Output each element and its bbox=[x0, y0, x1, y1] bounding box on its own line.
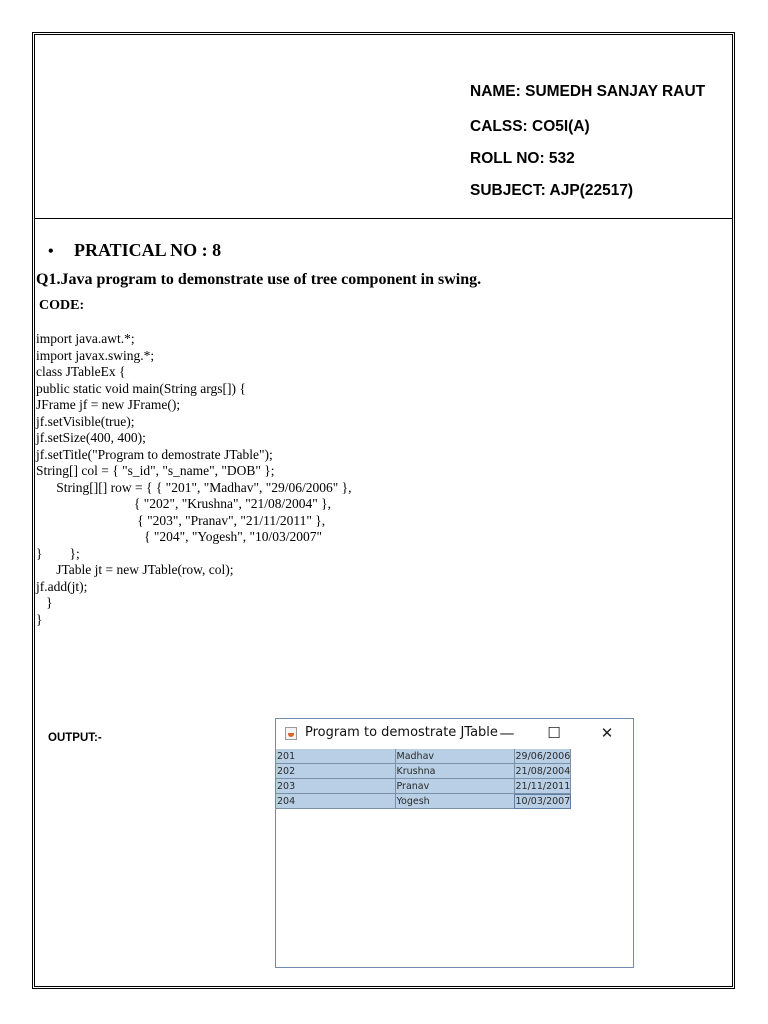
bullet-icon: • bbox=[48, 243, 54, 260]
table-cell-id[interactable]: 202 bbox=[276, 764, 395, 779]
practical-heading bbox=[48, 240, 221, 261]
maximize-button[interactable]: ☐ bbox=[547, 724, 561, 742]
output-label: OUTPUT:- bbox=[48, 732, 102, 744]
roll-number: ROLL NO: 532 bbox=[470, 150, 575, 167]
table-cell-name[interactable]: Pranav bbox=[395, 779, 514, 794]
table-cell-name[interactable]: Yogesh bbox=[395, 794, 514, 809]
code-block: import java.awt.*; import javax.swing.*; class JTableEx { public static void main(String args[]) { JFrame jf = new JFrame(); jf.setVisible(true); jf.setSize(400, 400); jf.setTitle("Program to demostrate JTable"); String[] col = { "s_id", "s_name", "DOB" }; String[][] row = { { "201", "Madhav", "29/06/2006" }, { "202", "Krushna", "21/08/2004" }, { "203", "Pranav", "21/11/2011" }, { "204", "Yogesh", "10/03/2007" } }; JTable jt = new JTable(row, col); jf.add(jt); } } bbox=[36, 331, 352, 627]
table-cell-id[interactable]: 201 bbox=[276, 749, 395, 764]
table-row[interactable] bbox=[276, 794, 571, 809]
table-cell-name[interactable]: Krushna bbox=[395, 764, 514, 779]
table-cell-dob[interactable]: 10/03/2007 bbox=[515, 795, 571, 807]
table-cell-id[interactable]: 203 bbox=[276, 779, 395, 794]
jtable-window bbox=[275, 718, 634, 968]
question-text: Q1.Java program to demonstrate use of tree component in swing. bbox=[36, 271, 482, 288]
minimize-button[interactable]: — bbox=[499, 724, 515, 742]
java-cup-icon bbox=[285, 727, 297, 740]
student-table bbox=[276, 749, 571, 809]
window-title: Program to demostrate JTable bbox=[305, 725, 498, 740]
close-button[interactable]: ✕ bbox=[600, 724, 614, 742]
table-cell-dob[interactable]: 21/11/2011 bbox=[515, 780, 571, 792]
student-class: CALSS: CO5I(A) bbox=[470, 118, 590, 135]
table-row[interactable] bbox=[276, 764, 571, 779]
window-titlebar[interactable] bbox=[276, 719, 633, 749]
table-cell-id[interactable]: 204 bbox=[276, 794, 395, 809]
code-label: CODE: bbox=[39, 298, 85, 313]
table-row[interactable] bbox=[276, 779, 571, 794]
subject: SUBJECT: AJP(22517) bbox=[470, 182, 634, 199]
header-divider bbox=[35, 218, 732, 219]
table-cell-dob[interactable]: 21/08/2004 bbox=[515, 765, 571, 777]
table-row[interactable] bbox=[276, 749, 571, 764]
table-cell-dob[interactable]: 29/06/2006 bbox=[515, 750, 571, 762]
practical-title: PRATICAL NO : 8 bbox=[74, 240, 222, 260]
student-name: NAME: SUMEDH SANJAY RAUT bbox=[470, 83, 706, 100]
table-cell-name[interactable]: Madhav bbox=[395, 749, 514, 764]
